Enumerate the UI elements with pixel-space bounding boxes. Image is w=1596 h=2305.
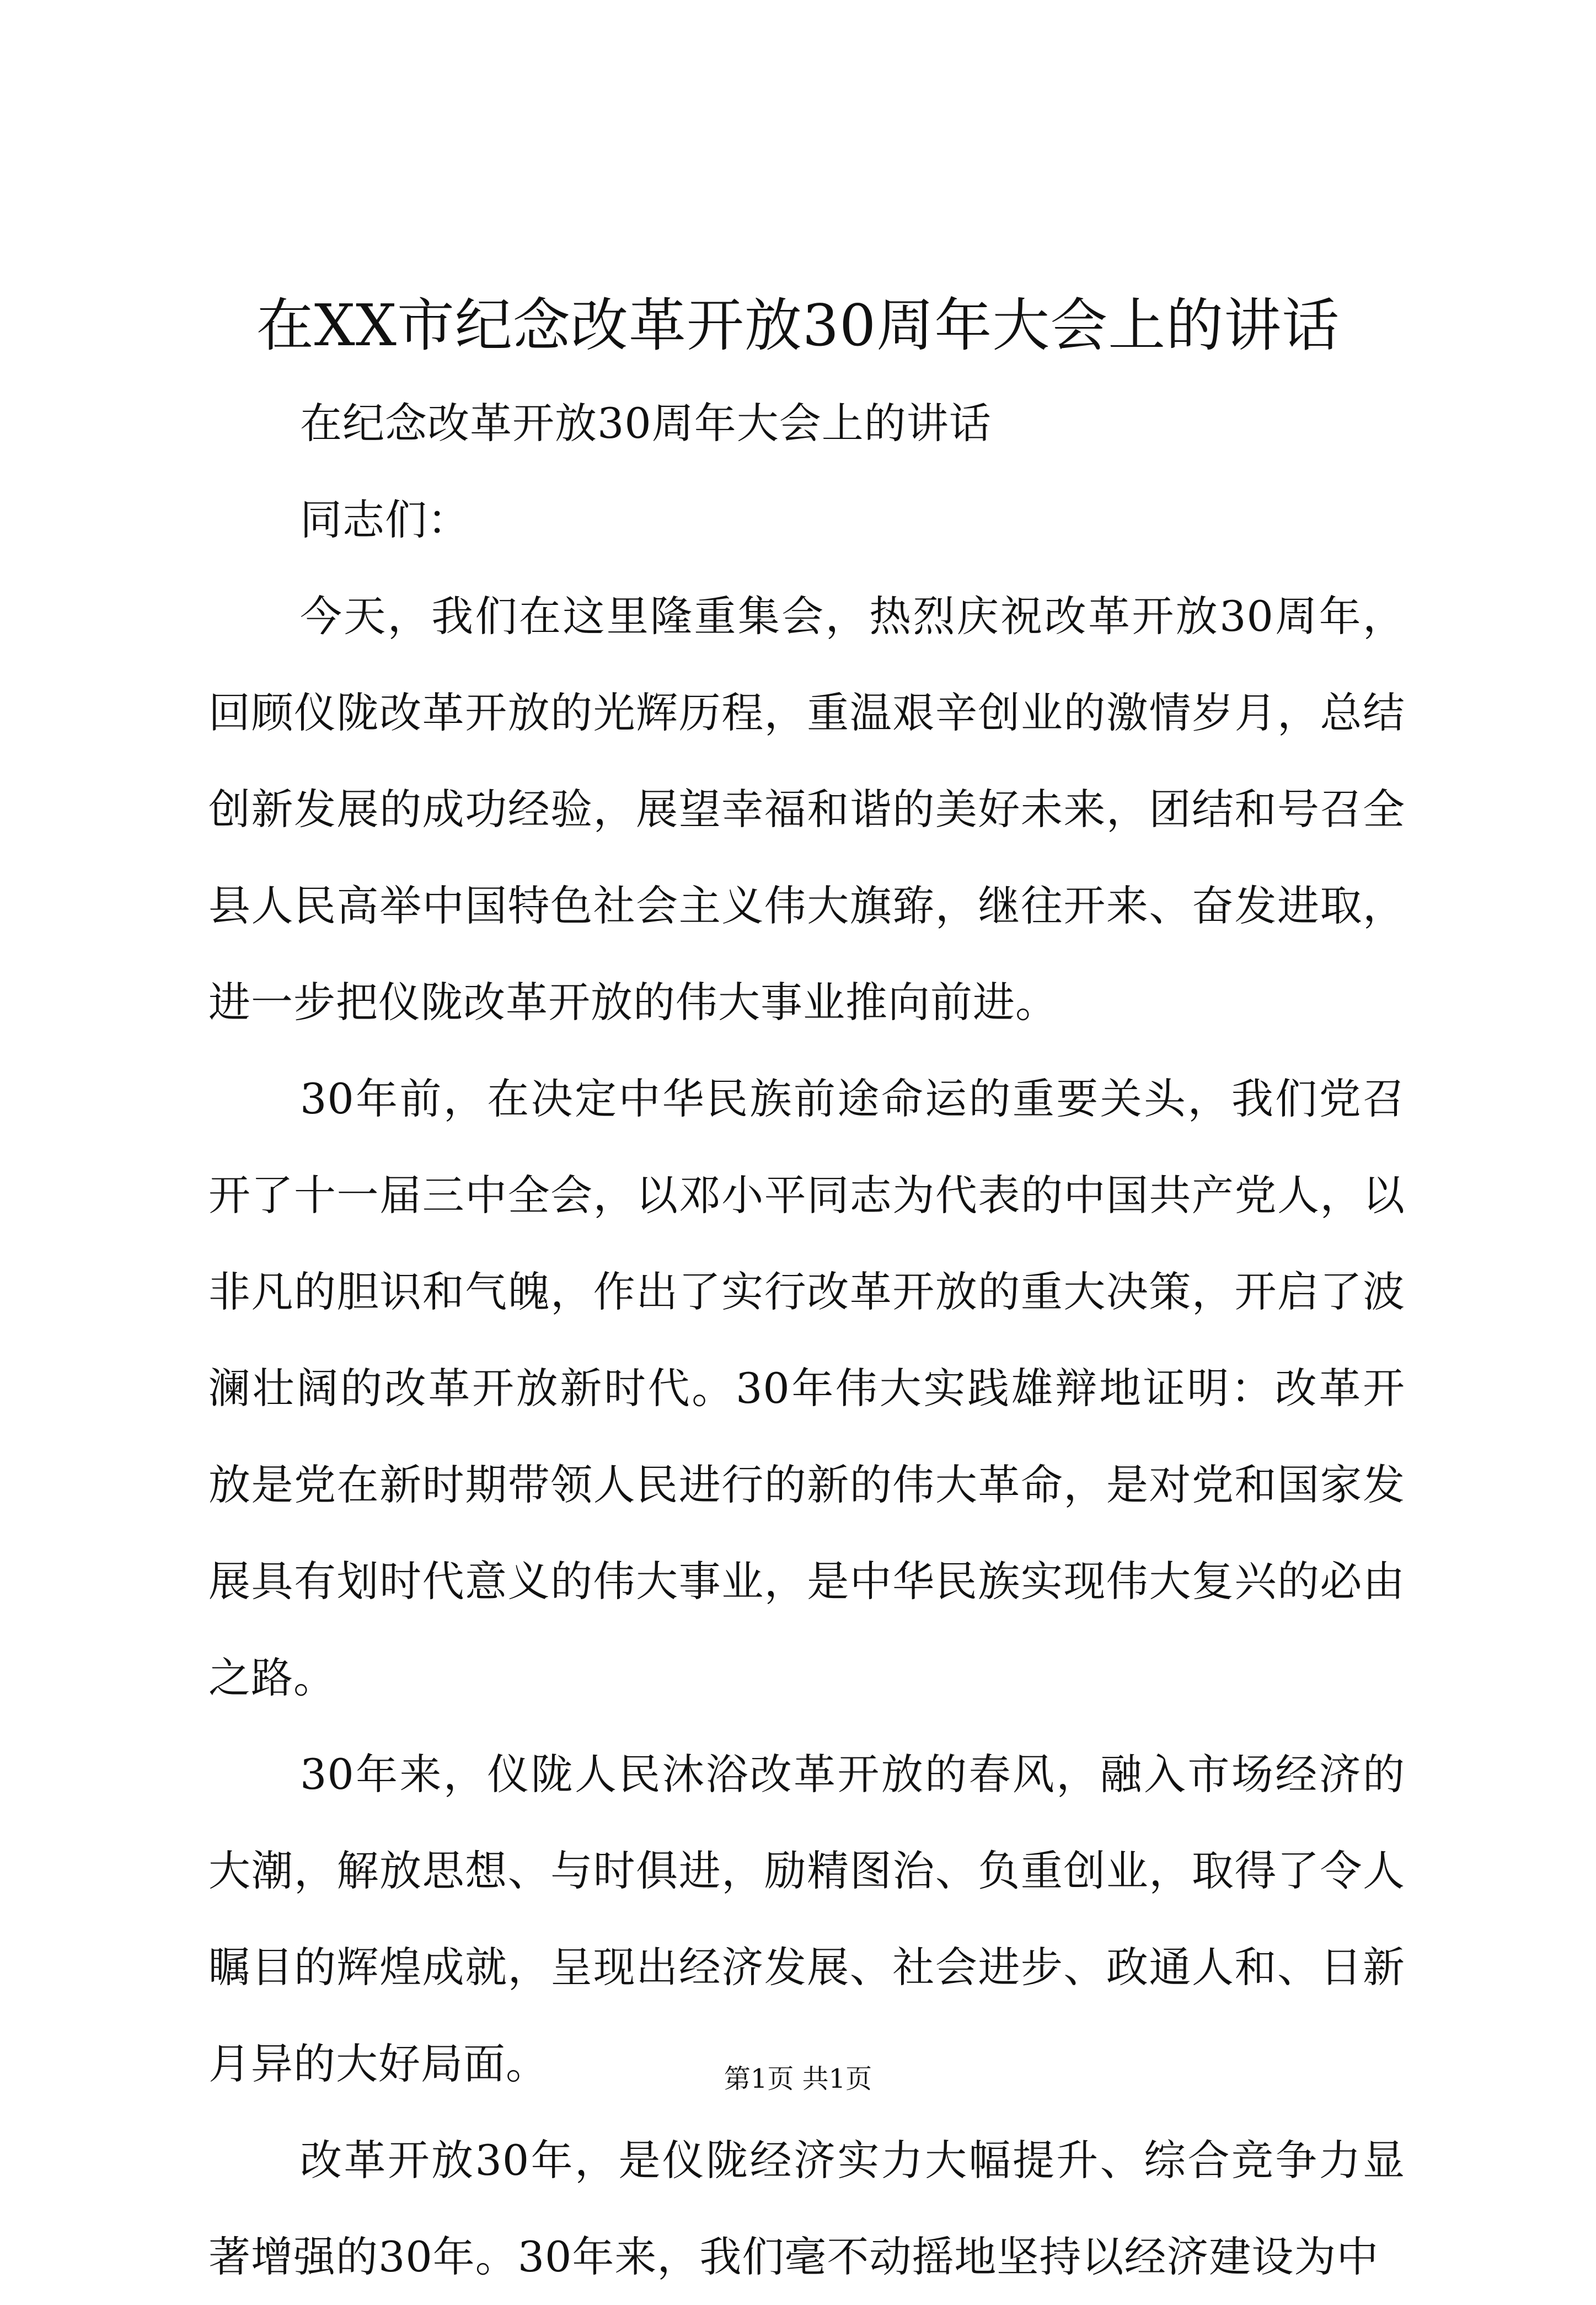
body-paragraph: 30年来，仪陇人民沐浴改革开放的春风，融入市场经济的大潮，解放思想、与时俱进，励精图治、负重创业，取得了令人瞩目的辉煌成就，呈现出经济发展、社会进步、政通人和、日新月异的大好局面。 xyxy=(208,1750,1405,2088)
document-body xyxy=(208,375,1405,2305)
subtitle-paragraph: 在纪念改革开放30周年大会上的讲话 xyxy=(300,399,992,448)
page-footer: 第1页 共1页 xyxy=(724,2063,872,2094)
body-paragraph: 30年前，在决定中华民族前途命运的重要关头，我们党召开了十一届三中全会，以邓小平同志为代表的中国共产党人，以非凡的胆识和气魄，作出了实行改革开放的重大决策，开启了波澜壮阔的改革开放新时代。30年伟大实践雄辩地证明：改革开放是党在新时期带领人民进行的新的伟大革命，是对党和国家发展具有划时代意义的伟大事业，是中华民族实现伟大复兴的必由之路。 xyxy=(208,1074,1405,1702)
document-title: 在XX市纪念改革开放30周年大会上的讲话 xyxy=(256,292,1340,359)
salutation-paragraph: 同志们： xyxy=(300,495,470,544)
body-paragraph: 今天，我们在这里隆重集会，热烈庆祝改革开放30周年，回顾仪陇改革开放的光辉历程，重温艰辛创业的激情岁月，总结创新发展的成功经验，展望幸福和谐的美好未来，团结和号召全县人民高举中国特色社会主义伟大旗臶，继往开来、奋发进取，进一步把仪陇改革开放的伟大事业推向前进。 xyxy=(208,592,1405,1027)
body-paragraph: 改革开放30年，是仪陇经济实力大幅提升、综合竞争力显著增强的30年。30年来，我们毫不动摇地坚持以经济建设为中 xyxy=(208,2136,1405,2281)
